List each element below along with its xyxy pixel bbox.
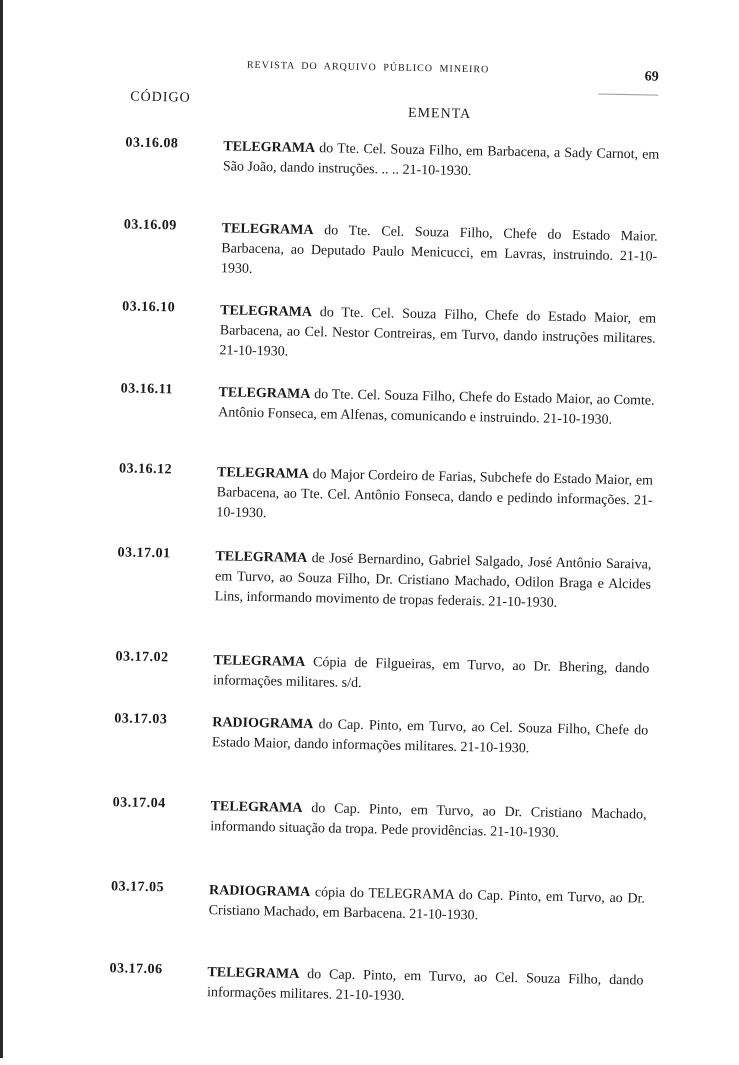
entry-03-16-09 (6, 215, 739, 277)
entry-03-17-06 (0, 959, 731, 1004)
entry-03-17-03 (0, 709, 735, 757)
entry-title: TELEGRAMA (210, 799, 303, 816)
entry-ementa (221, 219, 658, 287)
entry-title: TELEGRAMA (215, 549, 308, 566)
entry-03-16-10 (4, 297, 739, 360)
entry-title: TELEGRAMA (221, 221, 314, 239)
entry-ementa (218, 383, 655, 431)
entry-description: do Tte. Cel. Souza Filho, Chefe do Estado Maior, ao Comte. Antônio Fonseca, em Alfenas, comunicando e instruindo. 21-10-1930. (218, 387, 655, 428)
column-header-ementa: EMENTA (407, 105, 472, 123)
entry-title: TELEGRAMA (213, 653, 306, 670)
entry-ementa (210, 797, 647, 845)
running-head: REVISTA DO ARQUIVO PÚBLICO MINEIRO (246, 59, 490, 76)
header-rule (598, 93, 658, 95)
entry-description: do Cap. Pinto, em Turvo, ao Dr. Cristiano Machado, informando situação da tropa. Pede providências. 21-10-1930. (210, 801, 647, 841)
entry-03-16-08 (8, 133, 739, 180)
entry-code: 03.16.12 (118, 461, 173, 478)
entry-code: 03.16.09 (123, 217, 177, 234)
entry-03-16-11 (3, 379, 739, 428)
entry-code: 03.17.06 (109, 961, 163, 978)
entry-03-17-01 (0, 543, 739, 611)
entry-description: cópia do TELEGRAMA do Cap. Pinto, em Turvo, ao Dr. Cristiano Machado, em Barbacena. 21-10-1930. (208, 885, 646, 924)
entry-ementa (214, 547, 651, 615)
entry-code: 03.16.10 (122, 299, 176, 316)
entry-ementa (212, 713, 649, 761)
entry-ementa (208, 881, 645, 929)
entry-03-17-04 (0, 793, 734, 841)
entry-description: do Tte. Cel. Souza Filho, Chefe do Estado Maior. Barbacena, ao Deputado Paulo Menicucci, em Lavras, instruindo. 21-10-1930. (220, 223, 658, 277)
entry-code: 03.17.01 (117, 545, 171, 562)
entry-ementa (213, 651, 650, 699)
entry-ementa (223, 137, 660, 185)
entry-code: 03.17.03 (114, 711, 168, 728)
entry-description: do Cap. Pinto, em Turvo, ao Cel. Souza Filho, Chefe do Estado Maior, dando informações militares. 21-10-1930. (211, 717, 649, 757)
entry-title: TELEGRAMA (218, 385, 311, 403)
entry-title: TELEGRAMA (207, 965, 300, 982)
entry-title: RADIOGRAMA (208, 883, 311, 901)
entry-description: de José Bernardino, Gabriel Salgado, José Antônio Saraiva, em Turvo, ao Souza Filho, Dr. Cristiano Machado, Odilon Braga e Alcides Lins, informando movimento de tropas federais. 21-10-1930. (214, 551, 652, 611)
entry-code: 03.17.05 (110, 879, 165, 896)
entry-code: 03.16.08 (125, 135, 179, 152)
entry-ementa (207, 963, 644, 1011)
entry-03-16-12 (1, 459, 739, 522)
entry-description: Cópia de Filgueiras, em Turvo, ao Dr. Bhering, dando informações militares. s/d. (212, 655, 650, 692)
entry-ementa (219, 301, 656, 369)
entry-code: 03.17.04 (112, 795, 166, 812)
page-number: 69 (644, 69, 659, 85)
entry-ementa (216, 463, 653, 531)
column-header-codigo: CÓDIGO (130, 89, 191, 106)
entry-title: RADIOGRAMA (212, 715, 314, 733)
entry-description: do Cap. Pinto, em Turvo, ao Cel. Souza Filho, dando informações militares. 21-10-1930. (206, 967, 644, 1004)
entry-title: TELEGRAMA (216, 465, 309, 483)
entry-03-17-02 (0, 647, 737, 692)
entry-description: do Tte. Cel. Souza Filho, Chefe do Estado Maior, em Barbacena, ao Cel. Nestor Contreiras, em Turvo, dando instruções militares. 21-10-1930. (219, 305, 657, 360)
entry-title: TELEGRAMA (223, 139, 316, 157)
entry-code: 03.16.11 (120, 381, 174, 398)
entry-03-17-05 (0, 877, 732, 924)
entry-title: TELEGRAMA (220, 303, 313, 321)
entry-description: do Major Cordeiro de Farias, Subchefe do Estado Maior, em Barbacena, ao Tte. Cel. Antônio Fonseca, dando e pedindo informações. 21-10-1930. (216, 467, 654, 522)
entry-description: do Tte. Cel. Souza Filho, em Barbacena, a Sady Carnot, em São João, dando instruções. .. .. 21-10-1930. (222, 141, 660, 180)
entry-code: 03.17.02 (115, 649, 169, 666)
